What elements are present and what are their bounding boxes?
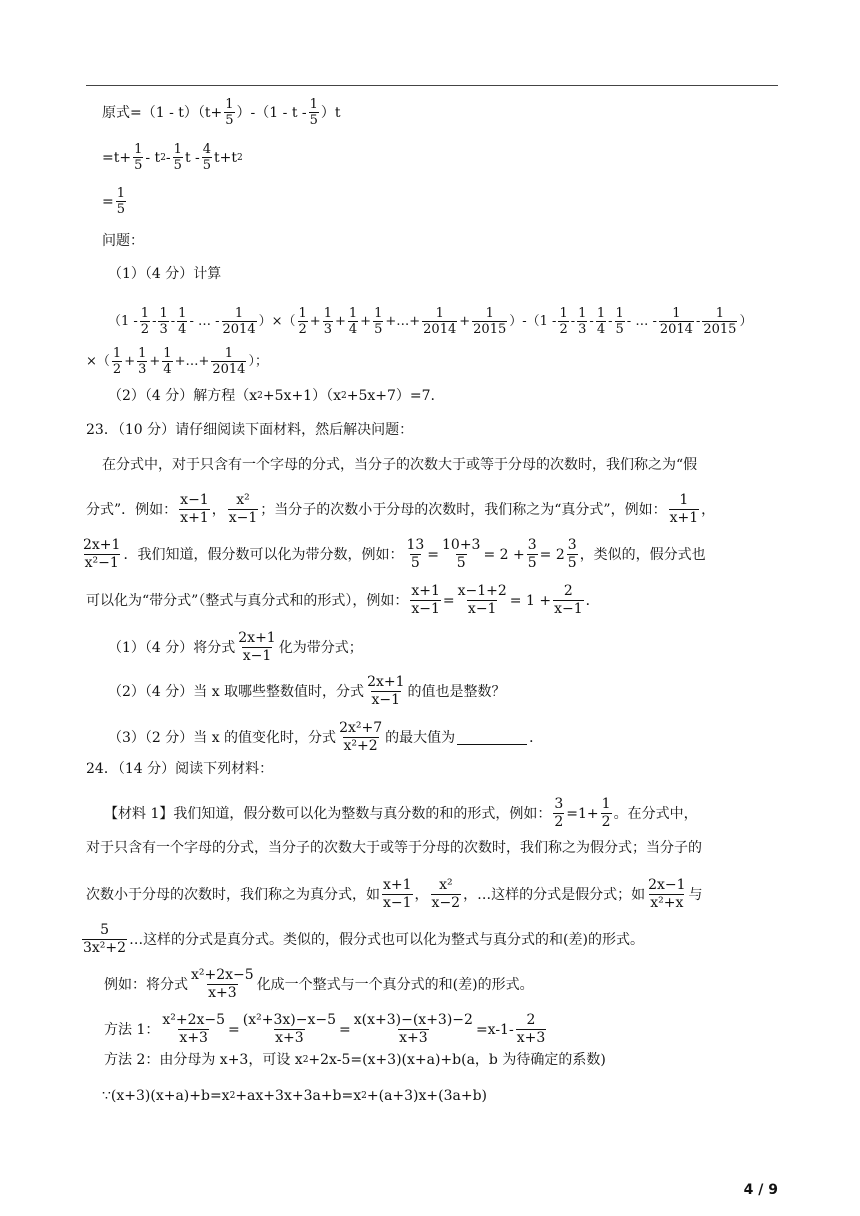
fraction	[161, 1012, 226, 1047]
text: +	[459, 313, 471, 329]
text: +	[334, 313, 346, 329]
denominator: 5	[615, 322, 624, 337]
denominator: 2014	[212, 362, 246, 377]
text: -	[608, 313, 613, 329]
denominator: 2	[112, 362, 122, 377]
p23-line-1: 在分式中，对于只含有一个字母的分式，当分子的次数大于或等于分母的次数时，我们称之为“假	[102, 457, 698, 473]
denominator: x²+x	[650, 895, 684, 911]
denominator: x−1	[467, 601, 497, 617]
p23-line-4	[86, 583, 600, 618]
numerator: 2x+1	[238, 630, 276, 646]
text: ）；	[248, 353, 268, 369]
text: 分式”．例如：	[86, 501, 178, 518]
text: = 2 +	[483, 546, 525, 563]
fraction	[190, 967, 255, 1002]
text: =	[442, 592, 455, 609]
numerator: 1	[485, 306, 494, 321]
header-rule	[86, 85, 778, 86]
denominator: x−1	[411, 601, 440, 617]
answer-blank[interactable]	[457, 730, 527, 745]
numerator: 3	[527, 537, 537, 553]
text: ，…这样的分式是假分式；如	[463, 886, 646, 903]
text: ）-（1 -	[509, 313, 557, 329]
denominator: 3	[138, 362, 147, 377]
numerator: 1	[715, 306, 725, 321]
text: 化为带分式；	[278, 639, 363, 656]
fraction	[82, 922, 127, 957]
text: = 1 +	[509, 592, 552, 609]
denominator: x−2	[431, 895, 461, 911]
denominator: 5	[410, 555, 420, 571]
numerator: 1	[298, 306, 307, 321]
denominator: 2	[554, 814, 564, 830]
numerator: 1	[596, 306, 606, 321]
question-2: （2）（4 分）解方程（x 2 +5x+1）（x 2 +5x+7）=7.	[108, 388, 435, 404]
p23-question-3	[108, 720, 543, 755]
numerator: 2x+1	[367, 674, 405, 690]
denominator: x+1	[669, 510, 699, 526]
denominator: 3	[578, 322, 587, 337]
numerator: 1	[138, 346, 147, 361]
fraction	[338, 720, 383, 755]
p24-line-2: 对于只含有一个字母的分式，当分子的次数大于或等于分母的次数时，我们称之为假分式；当分子的	[86, 840, 702, 856]
denominator: 3	[159, 322, 168, 337]
numerator: 1	[309, 97, 318, 112]
numerator: 1	[140, 306, 150, 321]
equation-line-1	[102, 97, 341, 128]
denominator: x−1	[383, 895, 412, 911]
fraction	[82, 537, 121, 572]
denominator: 5	[202, 158, 212, 173]
text: ；当分子的次数小于分母的次数时，我们称之为“真分式”，例如：	[260, 501, 667, 518]
text: +	[149, 353, 161, 369]
numerator: 1	[615, 306, 624, 321]
text: +	[360, 313, 372, 329]
p23-line-3	[80, 537, 706, 572]
numerator: 1	[323, 306, 332, 321]
fraction	[177, 306, 187, 337]
p23-line-2	[86, 492, 715, 527]
problem-heading: 问题：	[102, 233, 144, 249]
denominator: 2014	[423, 322, 457, 337]
p24-method-3: ∵(x+3)(x+a)+b=x 2 +ax+3x+3a+b=x 2 +(a+3)x+(3a+b)	[102, 1088, 488, 1104]
denominator: 2	[601, 814, 611, 830]
text: =x-1-	[475, 1021, 514, 1038]
numerator: 1	[679, 492, 689, 508]
numerator: 1	[601, 796, 611, 812]
text: ∵(x+3)(x+a)+b=x	[102, 1088, 230, 1104]
text: =1+	[566, 805, 599, 822]
text: -	[152, 313, 157, 329]
text: -	[165, 149, 171, 166]
numerator: 1	[178, 306, 187, 321]
text: =	[427, 546, 440, 563]
denominator: x+3	[179, 1030, 208, 1046]
fraction	[669, 492, 700, 527]
numerator: 1	[159, 306, 168, 321]
text: +5x+1）（x	[262, 388, 341, 404]
fraction	[577, 306, 587, 337]
fraction	[162, 346, 172, 377]
fraction	[422, 306, 457, 337]
text: （3）（2 分）当 x 的值变化时，分式	[108, 729, 337, 746]
fraction	[601, 796, 612, 831]
denominator: x−1	[242, 648, 272, 664]
text: +	[124, 353, 136, 369]
text: ）×（	[258, 313, 296, 329]
text: （1 -	[108, 313, 138, 329]
text: 次数小于分母的次数时，我们称之为真分式，如	[86, 886, 380, 903]
denominator: 5	[456, 555, 466, 571]
fraction	[553, 583, 584, 618]
text: +	[309, 313, 321, 329]
text: ，类似的，假分式也	[579, 546, 706, 563]
text: +2x-5=(x+3)(x+a)+b(a，b 为待确定的系数)	[308, 1052, 606, 1068]
fraction	[647, 877, 686, 912]
numerator: 1	[224, 346, 234, 361]
numerator: 13	[406, 537, 425, 553]
text: ）	[739, 313, 753, 329]
denominator: 4	[348, 322, 358, 337]
question-1-expression-cont	[86, 346, 268, 377]
fraction	[298, 306, 308, 337]
text: 例如：将分式	[104, 976, 188, 993]
text: ，	[414, 886, 429, 903]
denominator: x−1	[554, 601, 583, 617]
fraction	[237, 630, 276, 665]
text: 【材料 1】我们知道，假分数可以化为整数与真分数的和的形式，例如：	[104, 805, 552, 822]
text: 可以化为“带分式”（整式与真分式和的形式），例如：	[86, 592, 409, 609]
question-1-label: （1）（4 分）计算	[108, 266, 222, 282]
numerator: x²	[236, 492, 250, 508]
denominator: 5	[567, 555, 577, 571]
text: - … -	[626, 313, 657, 329]
fraction	[596, 306, 606, 337]
fraction	[516, 1012, 547, 1047]
fraction	[224, 97, 234, 128]
text: 的值也是整数？	[407, 683, 506, 700]
fraction	[116, 186, 126, 217]
text: （2）（4 分）当 x 取哪些整数值时，分式	[108, 683, 365, 700]
numerator: 1	[173, 142, 182, 157]
p23-question-2	[108, 674, 506, 709]
fraction	[373, 306, 383, 337]
numerator: 1	[348, 306, 358, 321]
text: 化成一个整式与一个真分式的和(差)的形式。	[256, 976, 534, 993]
denominator: x+3	[399, 1030, 428, 1046]
numerator: 1	[112, 346, 122, 361]
text: ，	[701, 501, 716, 518]
text: = 2	[539, 546, 565, 563]
fraction	[567, 537, 578, 572]
numerator: x²+2x−5	[191, 967, 254, 983]
fraction	[659, 306, 694, 337]
denominator: 2015	[703, 322, 737, 337]
numerator: 1	[116, 186, 126, 201]
numerator: 1	[672, 306, 681, 321]
text: =	[102, 193, 114, 210]
fraction	[405, 537, 425, 572]
p24-line-3	[86, 877, 703, 912]
fraction	[441, 537, 481, 572]
fraction	[222, 306, 257, 337]
text: ．	[529, 729, 544, 746]
text: ）-（1 - t -	[236, 104, 307, 121]
denominator: x²−1	[84, 555, 119, 571]
denominator: 5	[374, 322, 383, 337]
text: t+t	[214, 149, 238, 166]
fraction	[353, 1012, 474, 1047]
fraction	[457, 583, 508, 618]
text: +5x+7）=7.	[346, 388, 435, 404]
denominator: 5	[225, 113, 234, 128]
denominator: x−1	[228, 510, 258, 526]
denominator: 2	[298, 322, 307, 337]
fraction	[382, 877, 413, 912]
denominator: 3	[323, 322, 332, 337]
denominator: 4	[596, 322, 606, 337]
numerator: 1	[559, 306, 568, 321]
denominator: x−1	[371, 692, 401, 708]
fraction	[179, 492, 210, 527]
text: ）t	[320, 104, 341, 121]
numerator: x²	[439, 877, 453, 893]
p23-question-1	[108, 630, 363, 665]
fraction	[431, 877, 462, 912]
denominator: x+3	[275, 1030, 304, 1046]
fraction	[228, 492, 259, 527]
fraction	[242, 1012, 337, 1047]
fraction	[615, 306, 625, 337]
fraction	[309, 97, 319, 128]
p24-example	[104, 967, 534, 1002]
numerator: 2x+1	[83, 537, 121, 553]
fraction	[558, 306, 568, 337]
fraction	[140, 306, 150, 337]
numerator: x+1	[411, 583, 440, 599]
numerator: x−1	[180, 492, 209, 508]
denominator: 4	[178, 322, 187, 337]
equation-line-3	[102, 186, 128, 217]
text: -	[589, 313, 594, 329]
fraction	[702, 306, 737, 337]
p24-method-2: 方法 2：由分母为 x+3，可设 x 2 +2x-5=(x+3)(x+a)+b(a，b 为待确定的系数)	[104, 1052, 606, 1068]
question-1-expression	[108, 306, 752, 337]
text: -	[170, 313, 176, 329]
fraction	[553, 796, 564, 831]
numerator: 1	[234, 306, 244, 321]
equation-line-2: =t+ $\frac{1}{5}$ - t 2 - $\frac{1}{5}$ t - $\frac{4}{5}$ t+t 2	[102, 142, 243, 173]
text: 方法 2：由分母为 x+3，可设 x	[104, 1052, 303, 1068]
text: ，	[211, 501, 226, 518]
fraction	[112, 346, 122, 377]
text: - t	[145, 149, 161, 166]
fraction	[527, 537, 538, 572]
text: -	[695, 313, 701, 329]
problem-24-title: 24．（14 分）阅读下列材料：	[86, 761, 274, 777]
text: 的最大值为	[385, 729, 456, 746]
p24-line-4	[80, 922, 644, 957]
denominator: 3x²+2	[83, 940, 127, 956]
fraction	[366, 674, 405, 709]
text: +ax+3x+3a+b=x	[235, 1088, 362, 1104]
text: =t+	[102, 149, 132, 166]
denominator: x+3	[516, 1030, 546, 1046]
denominator: x²+2	[343, 738, 378, 754]
numerator: 1	[435, 306, 444, 321]
denominator: 2014	[222, 322, 256, 337]
numerator: x+1	[383, 877, 412, 893]
text: +…+	[174, 353, 210, 369]
denominator: 5	[134, 158, 143, 173]
text: +(a+3)x+(3a+b)	[366, 1088, 488, 1104]
numerator: 1	[134, 142, 143, 157]
denominator: x+1	[180, 510, 209, 526]
numerator: 10+3	[442, 537, 481, 553]
numerator: 2	[526, 1012, 536, 1028]
fraction	[133, 142, 143, 173]
fraction	[410, 583, 441, 618]
numerator: x²+2x−5	[162, 1012, 226, 1028]
numerator: 1	[163, 346, 172, 361]
text: -	[570, 313, 576, 329]
denominator: 4	[163, 362, 172, 377]
denominator: 5	[116, 202, 126, 217]
numerator: 1	[578, 306, 587, 321]
numerator: 5	[100, 922, 109, 938]
fraction	[348, 306, 358, 337]
denominator: 2014	[659, 322, 693, 337]
text: （1）（4 分）将分式	[108, 639, 236, 656]
text: 。在分式中，	[613, 805, 698, 822]
text: 方法 1：	[104, 1021, 160, 1038]
problem-23-title: 23．（10 分）请仔细阅读下面材料，然后解决问题：	[86, 422, 414, 438]
numerator: 2x−1	[648, 877, 686, 893]
numerator: 4	[202, 142, 212, 157]
numerator: 3	[554, 796, 564, 812]
p24-method-1	[104, 1012, 548, 1047]
p24-line-1	[104, 796, 698, 831]
fraction	[173, 142, 183, 173]
fraction	[211, 346, 246, 377]
denominator: 2015	[473, 322, 507, 337]
page-number: 4 / 9	[743, 1182, 778, 1198]
text: 原式=（1 - t）（t+	[102, 104, 223, 121]
denominator: 2	[559, 322, 568, 337]
fraction	[158, 306, 168, 337]
denominator: 5	[309, 113, 318, 128]
numerator: x(x+3)−(x+3)−2	[353, 1012, 473, 1028]
text: 与	[688, 886, 703, 903]
numerator: 3	[567, 537, 577, 553]
text: - … -	[189, 313, 220, 329]
denominator: x+3	[208, 985, 237, 1001]
numerator: 1	[225, 97, 234, 112]
fraction	[137, 346, 147, 377]
numerator: (x²+3x)−x−5	[242, 1012, 337, 1028]
text: ．我们知道，假分数可以化为带分数，例如：	[123, 546, 404, 563]
text: …这样的分式是真分式。类似的，假分式也可以化为整式与真分式的和(差)的形式。	[129, 931, 644, 948]
denominator: 5	[527, 555, 537, 571]
numerator: 2x²+7	[339, 720, 383, 736]
denominator: 2	[140, 322, 150, 337]
text: ×（	[86, 353, 110, 369]
numerator: x−1+2	[457, 583, 507, 599]
text: （2）（4 分）解方程（x	[108, 388, 258, 404]
numerator: 1	[374, 306, 383, 321]
text: +…+	[385, 313, 421, 329]
fraction	[202, 142, 212, 173]
fraction	[323, 306, 333, 337]
text: t -	[184, 149, 200, 166]
text: =	[228, 1021, 240, 1038]
denominator: 5	[173, 158, 182, 173]
fraction	[472, 306, 507, 337]
numerator: 2	[563, 583, 573, 599]
text: ．	[585, 592, 600, 609]
text: =	[339, 1021, 351, 1038]
